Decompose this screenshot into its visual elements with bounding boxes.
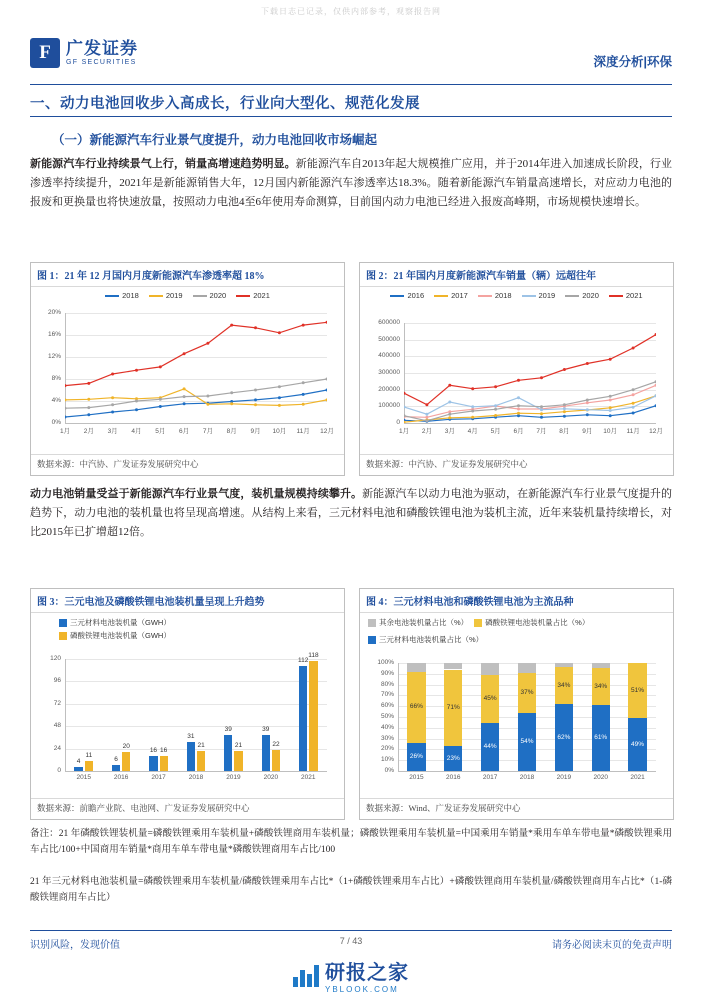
y-axis-tick: 20% [380,745,394,753]
bar-value-label: 6 [114,756,118,764]
x-axis-tick: 2月 [83,428,94,435]
legend-label: 2021 [253,291,270,300]
footer-right-text: 请务必阅读末页的免责声明 [552,940,672,951]
segment-value-label: 26% [409,752,423,760]
bar [272,750,280,771]
x-axis-tick: 4月 [131,428,142,435]
legend-label: 2018 [494,291,512,300]
bar-value-label: 20 [122,743,130,751]
bar [262,735,270,771]
y-axis-tick: 70% [380,691,394,699]
legend-swatch [368,636,376,644]
legend-label: 2018 [122,291,139,300]
figure-2 [359,262,674,476]
figure-3 [30,588,345,820]
figure-4-source: 数据来源：Wind、广发证券发展研究中心 [360,798,673,817]
legend-item [368,634,483,645]
legend-swatch [193,295,207,297]
x-axis-tick: 6月 [513,428,524,435]
legend-swatch [474,619,482,627]
note-2: 21 年三元材料电池装机量=磷酸铁锂乘用车装机量/磷酸铁锂乘用车占比*（1+磷酸铁锂乘用车占比）+磷酸铁锂商用车装机量/磷酸铁锂商用车占比*（1-磷酸铁锂商用车占比） [30,877,672,903]
legend-item [522,291,556,300]
legend-label: 2021 [625,291,643,300]
y-axis-tick: 500000 [378,335,400,343]
x-axis-tick: 8月 [559,428,570,435]
figure-3-plot [50,651,327,781]
legend-item [390,291,424,300]
figure-3-legend [31,613,344,643]
brand-logo [30,38,138,68]
figure-3-chart [31,613,344,798]
footer-divider [30,930,672,931]
x-axis-tick: 2019 [226,774,241,781]
y-axis-tick: 120 [50,655,61,662]
legend-item [105,291,139,300]
legend-swatch [368,619,376,627]
legend-label: 2020 [582,291,599,300]
paragraph-2-lead: 动力电池销量受益于新能源汽车行业景气度，装机量规模持续攀升。 [30,488,363,500]
legend-item [609,291,643,300]
bar-value-label: 22 [272,741,280,749]
x-axis-tick: 2021 [301,774,316,781]
bar [299,666,307,771]
legend-swatch [149,295,163,297]
brand-name-cn: 研报之家 [325,962,409,984]
legend-label: 磷酸铁锂电池装机量（GWH） [70,631,171,640]
footer-left-text: 识别风险，发现价值 [30,940,120,951]
figure-4-legend [360,613,673,647]
logo-text-cn: 广发证券 [66,38,138,58]
x-axis-tick: 8月 [226,428,237,435]
x-axis-tick: 9月 [582,428,593,435]
legend-swatch [236,295,250,297]
x-axis-line [65,423,327,424]
bar-value-label: 39 [262,725,270,733]
y-axis-tick: 100% [377,659,394,666]
figure-2-legend [360,287,673,302]
footer-page-number: 7 / 43 [339,936,363,946]
segment-value-label: 66% [409,703,423,711]
segment-value-label: 44% [483,743,497,751]
figure-4-title: 图 4：三元材料电池和磷酸铁锂电池为主流品种 [360,589,673,613]
y-axis-tick: 60% [380,702,394,710]
stacked-bar-segment [555,663,573,667]
brand-name-en: YBLOOK.COM [325,985,399,994]
legend-swatch [565,295,579,297]
x-axis-tick: 10月 [272,428,287,435]
legend-label: 2019 [165,291,183,300]
legend-item [478,291,512,300]
section-title: 一、动力电池回收步入高成长，行业向大型化、规范化发展 [30,96,420,112]
y-axis-tick: 20% [47,309,61,316]
x-axis-tick: 2016 [113,774,129,781]
gridline [65,704,327,705]
paragraph-1-lead: 新能源汽车行业持续景气上行，销量高增速趋势明显。 [30,158,296,170]
legend-swatch [390,295,404,297]
y-axis-tick: 30% [380,734,394,742]
x-axis-tick: 10月 [603,428,618,435]
y-axis-tick: 100000 [378,402,400,410]
y-axis-tick: 10% [380,756,394,764]
paragraph-1 [30,155,672,212]
figure-4 [359,588,674,820]
page-header [30,38,672,85]
y-axis-tick: 4% [51,397,61,404]
line-series-group [65,313,327,423]
legend-label: 三元材料电池装机量占比（%） [379,635,484,644]
y-axis-tick: 96 [53,677,61,685]
y-axis-tick: 600000 [378,319,400,326]
x-axis-tick: 5月 [155,428,166,435]
x-axis-line [404,423,656,424]
x-axis-tick: 1月 [398,428,410,435]
x-axis-tick: 2018 [188,774,204,781]
legend-swatch [59,619,67,627]
x-axis-tick: 12月 [320,428,334,435]
bar-value-label: 39 [224,725,232,733]
figure-1 [30,262,345,476]
x-axis-tick: 11月 [296,428,310,435]
x-axis-tick: 7月 [202,428,213,435]
bar-value-label: 112 [297,657,309,665]
bar-value-label: 21 [234,742,243,750]
legend-swatch [105,295,119,297]
legend-label: 其余电池装机量占比（%） [379,618,469,627]
x-axis-tick: 2017 [482,774,498,781]
legend-label: 2019 [538,291,556,300]
figure-4-chart [360,613,673,798]
segment-value-label: 49% [631,740,645,748]
legend-item [59,617,171,628]
legend-item [149,291,183,300]
section-divider [30,116,672,117]
bar-value-label: 16 [160,747,168,755]
y-axis-tick: 0% [51,419,61,426]
segment-value-label: 71% [446,703,460,711]
figure-2-source: 数据来源：中汽协、广发证券发展研究中心 [360,454,673,473]
figure-4-plot [377,659,656,781]
figure-1-chart [31,287,344,454]
chart-bars-icon [293,963,319,987]
y-axis-tick: 12% [47,353,61,360]
x-axis-tick: 2021 [630,774,645,781]
legend-swatch [522,295,536,297]
y-axis-tick: 48 [53,722,61,730]
bar [309,661,317,771]
bar [224,735,232,771]
x-axis-tick: 2018 [519,774,535,781]
figure-1-legend [31,287,344,302]
x-axis-tick: 2020 [263,774,279,781]
y-axis-tick: 72 [53,699,61,707]
y-axis-tick: 8% [51,375,61,382]
x-axis-tick: 2015 [409,774,424,781]
y-axis-tick: 300000 [378,369,400,376]
sub-heading: （一）新能源汽车行业景气度提升，动力电池回收市场崛起 [52,133,378,147]
logo-text-en: GF SECURITIES [66,59,137,67]
x-axis-tick: 9月 [250,428,261,435]
x-axis-tick: 4月 [467,428,478,435]
figure-2-title: 图 2：21 年国内月度新能源汽车销量（辆）远超往年 [360,263,673,287]
y-axis-tick: 80% [380,680,394,688]
gridline [65,659,327,660]
segment-value-label: 54% [520,737,534,745]
segment-value-label: 34% [594,682,608,690]
figure-1-source: 数据来源：中汽协、广发证券发展研究中心 [31,454,344,473]
figure-3-title: 图 3：三元电池及磷酸铁锂电池装机量呈现上升趋势 [31,589,344,613]
bar-value-label: 11 [85,751,93,759]
y-axis-tick: 0% [384,767,394,774]
y-axis-tick: 0 [57,767,61,774]
x-axis-tick: 11月 [626,428,640,435]
x-axis-tick: 5月 [490,428,501,435]
bar [149,756,157,771]
legend-label: 2017 [451,291,468,300]
y-axis-tick: 16% [47,331,61,338]
figure-1-plot [47,309,334,435]
bar-value-label: 4 [76,758,81,766]
legend-label: 磷酸铁锂电池装机量占比（%） [485,618,590,627]
legend-item [434,291,468,300]
legend-item [59,630,171,641]
legend-swatch [434,295,448,297]
gf-logo-icon: F [30,38,60,68]
bar-value-label: 21 [197,742,205,750]
y-axis-tick: 0 [396,419,400,426]
y-axis-tick: 90% [380,669,394,677]
x-axis-tick: 3月 [107,428,118,435]
figure-2-chart [360,287,673,454]
segment-value-label: 51% [631,686,645,694]
site-brand [0,956,702,994]
segment-value-label: 34% [557,681,571,689]
x-axis-tick: 2016 [446,774,461,781]
header-category: 深度分析|环保 [593,55,672,69]
legend-item [368,617,468,628]
legend-label: 三元材料电池装机量（GWH） [70,618,171,627]
x-axis-tick: 1月 [59,428,71,435]
segment-value-label: 61% [594,734,608,742]
y-axis-tick: 50% [380,713,394,720]
figure-1-title: 图 1：21 年 12 月国内月度新能源汽车渗透率超 18% [31,263,344,287]
top-watermark: 下载日志已记录，仅供内部参考，观察报告网 [261,7,441,16]
x-axis-tick: 6月 [179,428,190,435]
legend-label: 2020 [209,291,227,300]
legend-label: 2016 [407,291,425,300]
bar [85,761,93,771]
x-axis-tick: 2017 [151,774,166,781]
segment-value-label: 62% [557,733,571,741]
legend-swatch [59,632,67,640]
figure-2-plot [378,319,663,435]
bar [122,752,130,771]
line-series-group [404,323,656,423]
bar [197,751,205,771]
paragraph-1-rest: 新能源汽车自2013年起大规模推广应用，并于2014年进入加速成长阶段，行业渗透率持续提升，2021年是新能源销售大年，12月国内新能源汽车渗透率达18.3%。随着新能源汽车销量高速增长，对应动力电池的报废和更换量也将快速放量，按照动力电池4至6年使用寿命测算，目前国内动力电池已经进入报废高峰期，市场规模快速增长。 [30,158,673,208]
x-axis-tick: 2015 [76,774,91,781]
gridline [65,726,327,727]
paragraph-2 [30,485,672,542]
bar [234,751,242,771]
x-axis-tick: 7月 [536,428,547,435]
bar-value-label: 16 [149,747,158,755]
bar-value-label: 118 [308,651,319,659]
paragraph-2-rest: 新能源汽车以动力电池为驱动，在新能源汽车行业景气度提升的趋势下，动力电池的装机量也将呈现高增速。从结构上来看，三元材料电池和磷酸铁锂电池为装机主流，近年来装机量持续增长，对比2015年已扩增超12倍。 [30,488,673,538]
bar-value-label: 31 [187,733,195,741]
segment-value-label: 23% [446,754,460,762]
y-axis-tick: 400000 [378,352,400,360]
gridline [65,681,327,682]
segment-value-label: 37% [520,688,534,696]
y-axis-tick: 40% [380,723,394,731]
legend-item [236,291,270,300]
stacked-bar-segment [444,663,462,669]
y-axis-line [65,659,66,771]
x-axis-line [65,771,327,772]
legend-item [474,617,589,628]
bar [160,756,168,771]
x-axis-tick: 12月 [649,428,663,435]
figure-3-source: 数据来源：前瞻产业院、电池网、广发证券发展研究中心 [31,798,344,817]
x-axis-tick: 2月 [421,428,432,435]
y-axis-tick: 24 [53,744,61,752]
x-axis-tick: 2019 [556,774,572,781]
legend-swatch [478,295,492,297]
x-axis-tick: 3月 [444,428,455,435]
stacked-bar-segment [407,663,425,672]
segment-value-label: 45% [483,695,497,703]
stacked-bar-segment [518,663,536,673]
y-axis-tick: 200000 [378,385,400,393]
stacked-bar-segment [481,663,499,675]
x-axis-tick: 2020 [593,774,608,781]
note-1: 备注：21 年磷酸铁锂装机量=磷酸铁锂乘用车装机量+磷酸铁锂商用车装机量；磷酸铁锂乘用车装机量=中国乘用车销量*乘用车单车带电量*磷酸铁锂乘用车占比/100+中国商用车销量*商用车单车带电量*磷酸铁锂商用车占比/100 [30,829,672,855]
legend-item [193,291,227,300]
legend-swatch [609,295,623,297]
stacked-bar-segment [592,663,610,668]
x-axis-line [398,771,656,772]
y-axis-line [398,663,399,771]
legend-item [565,291,599,300]
